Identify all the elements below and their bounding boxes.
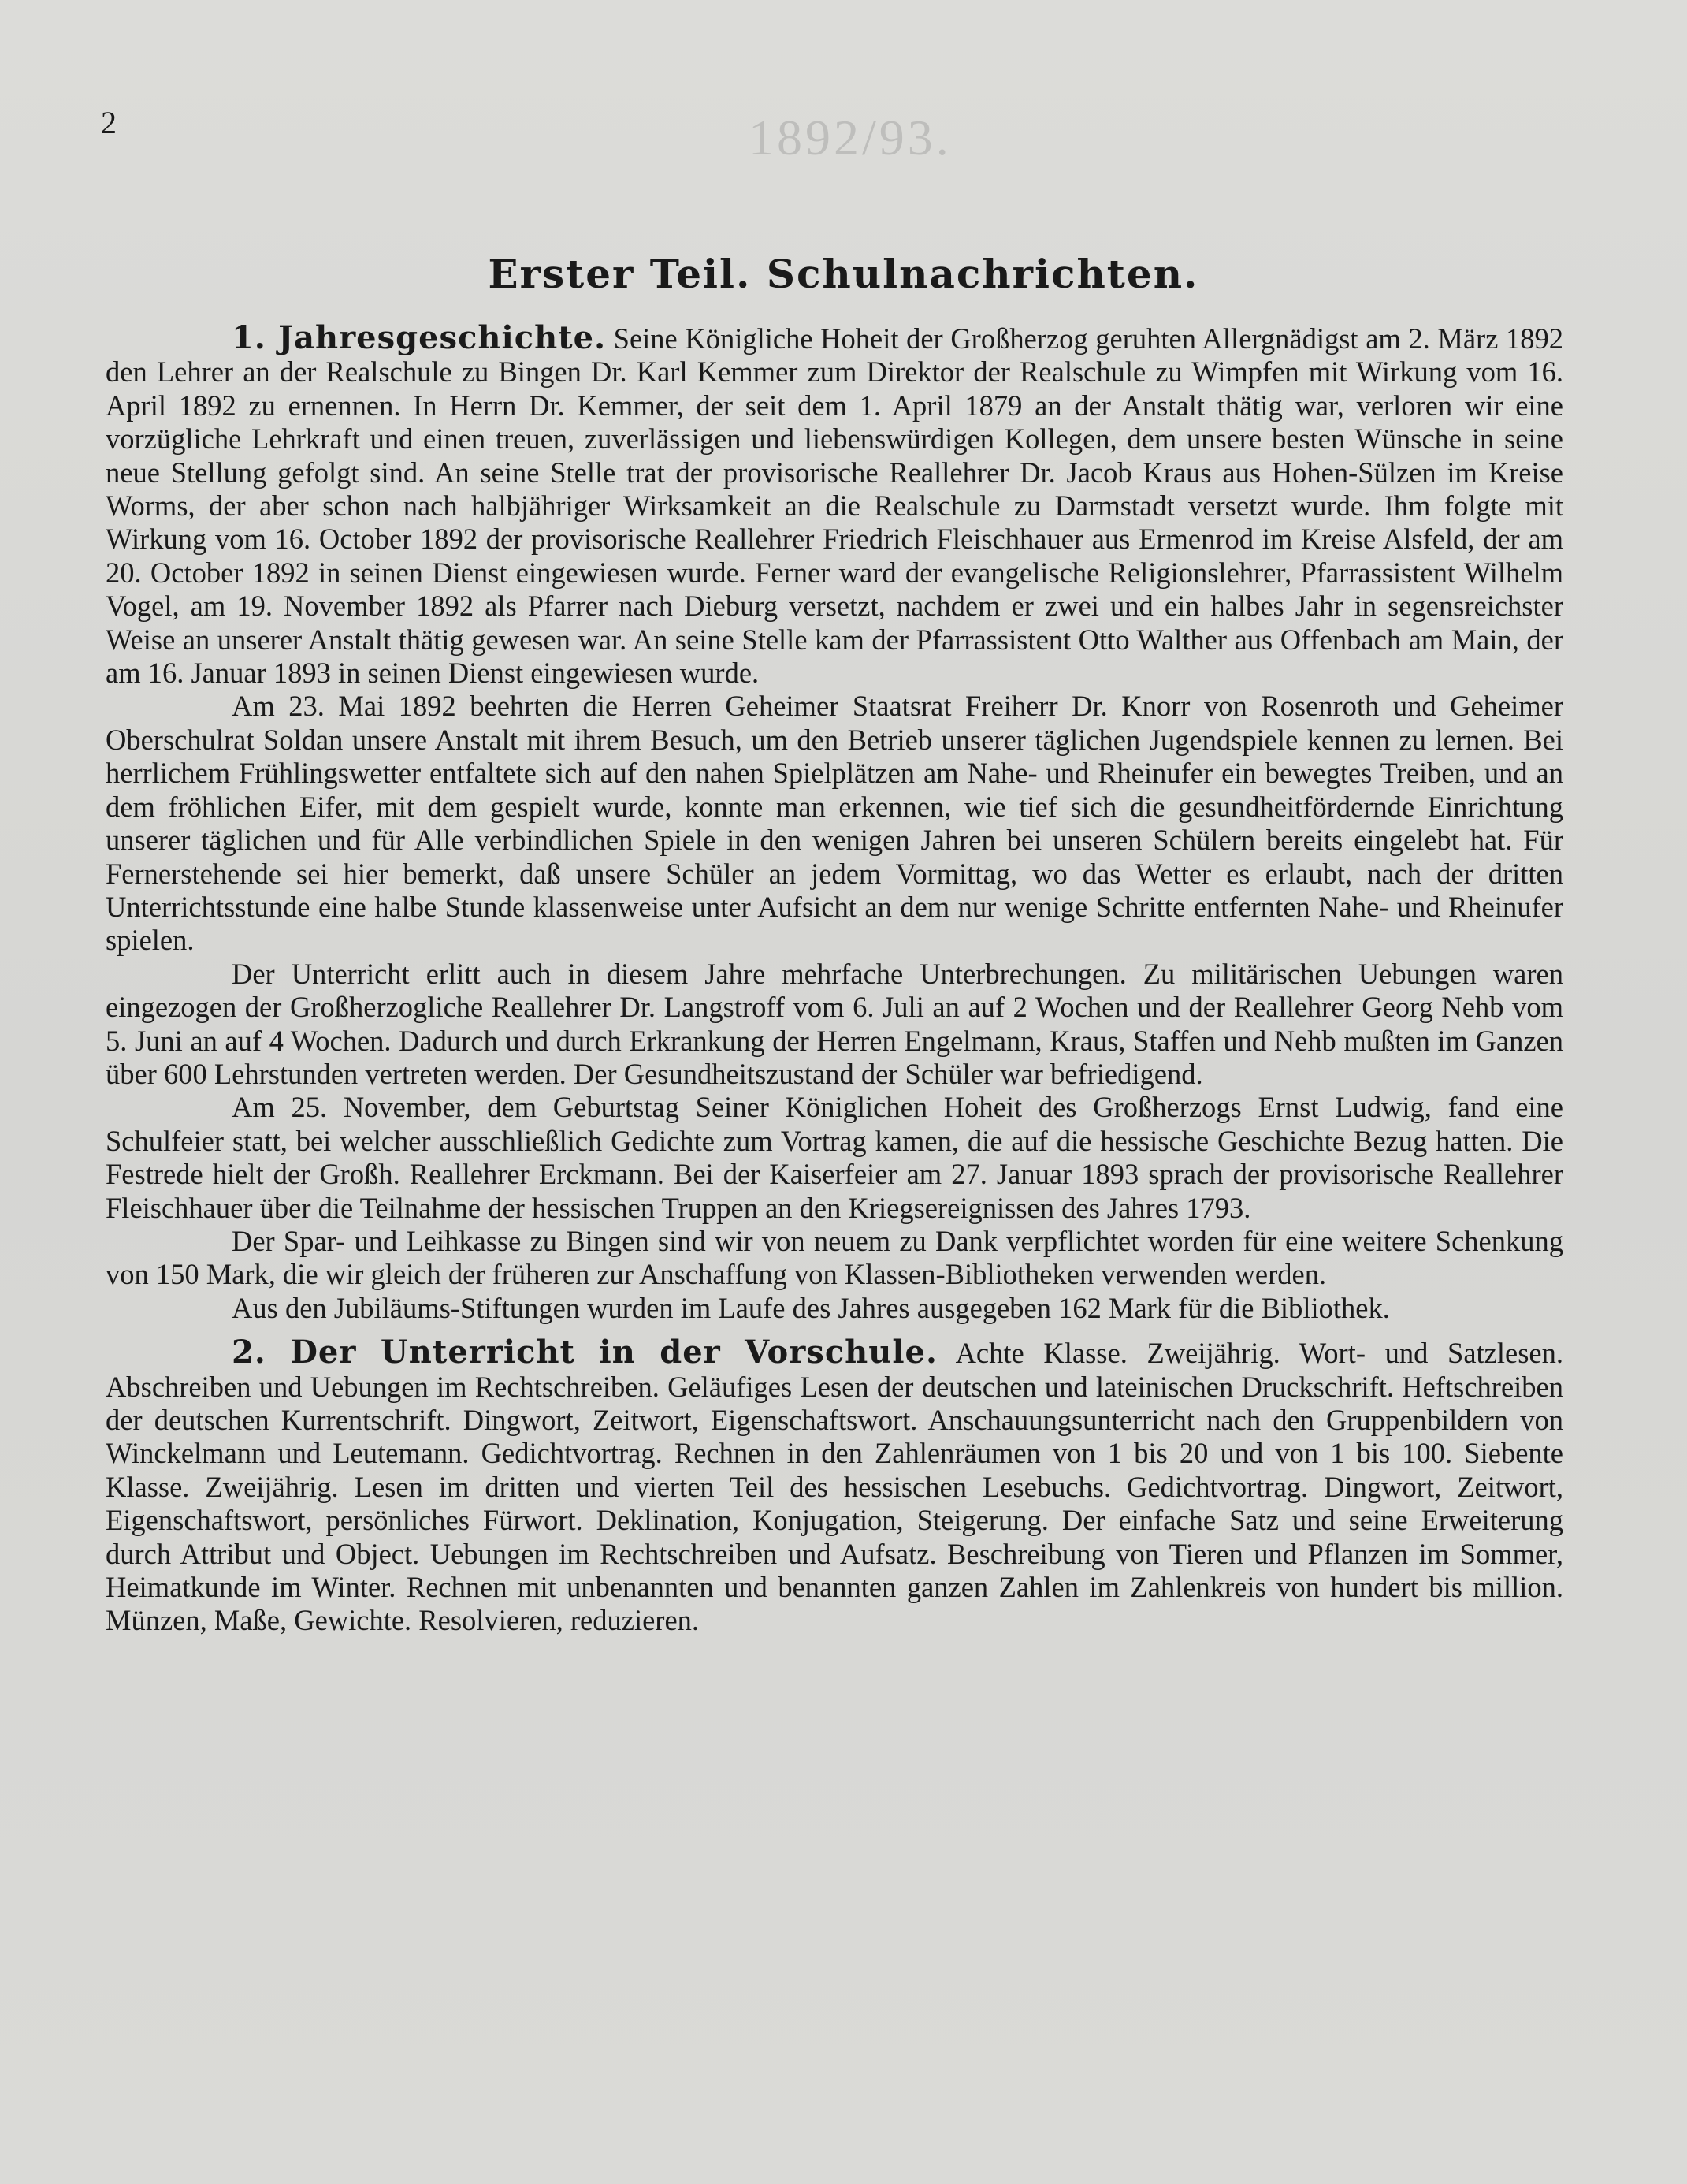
section1-text-1: Seine Königliche Hoheit der Großherzog geruhten Allergnädigst am 2. März 1892 den Lehrer an der Realschule zu Bingen Dr. Karl Kemmer zum Direktor der Realschule zu Wimpfen mit Wirkung vom 16. April 1892 zu ernennen. In Herrn Dr. Kemmer, der seit dem 1. April 1879 an der Anstalt thätig war, verloren wir eine vorzügliche Lehrkraft und einen treuen, zuverlässigen und liebenswürdigen Kollegen, dem unsere besten Wünsche in seine neue Stellung gefolgt sind. An seine Stelle trat der provisorische Reallehrer Dr. Jacob Kraus aus Hohen-Sülzen im Kreise Worms, der aber schon nach halbjähriger Wirksamkeit an die Realschule zu Darmstadt versetzt wurde. Ihm folgte mit Wirkung vom 16. October 1892 der provisorische Reallehrer Friedrich Fleischhauer aus Ermenrod im Kreise Alsfeld, der am 20. October 1892 in seinen Dienst eingewiesen wurde. Ferner ward der evangelische Religionslehrer, Pfarrassistent Wilhelm Vogel, am 19. November 1892 als Pfarrer nach Dieburg versetzt, nachdem er zwei und ein halbes Jahr in segensreichster Weise an unserer Anstalt thätig gewesen war. An seine Stelle kam der Pfarrassistent Otto Walther aus Offenbach am Main, der am 16. Januar 1893 in seinen Dienst eingewiesen wurde.	[106, 322, 1564, 690]
section1-paragraph-5: Der Spar- und Leihkasse zu Bingen sind wir von neuem zu Dank verpflichtet worden für eine weitere Schenkung von 150 Mark, die wir gleich der früheren zur Anschaffung von Klassen-Bibliotheken verwenden werden.	[106, 1224, 1563, 1291]
section1-paragraph-3: Der Unterricht erlitt auch in diesem Jahre mehrfache Unterbrechungen. Zu militärischen Uebungen waren eingezogen der Großherzogliche Reallehrer Dr. Langstroff vom 6. Juli an auf 2 Wochen und der Reallehrer Georg Nehb vom 5. Juni an auf 4 Wochen. Dadurch und durch Erkrankung der Herren Engelmann, Kraus, Staffen und Nehb mußten im Ganzen über 600 Lehrstunden vertreten werden. Der Gesundheitszustand der Schüler war befriedigend.	[106, 957, 1563, 1090]
section2-paragraph	[106, 1336, 1563, 1638]
section1-paragraph-2: Am 23. Mai 1892 beehrten die Herren Geheimer Staatsrat Freiherr Dr. Knorr von Rosenroth und Geheimer Oberschulrat Soldan unsere Anstalt mit ihrem Besuch, um den Betrieb unserer täglichen Jugendspiele kennen zu lernen. Bei herrlichem Frühlingswetter entfaltete sich auf den nahen Spielplätzen am Nahe- und Rheinufer ein bewegtes Treiben, und an dem fröhlichen Eifer, mit dem gespielt wurde, konnte man erkennen, wie tief sich die gesundheitfördernde Einrichtung unserer täglichen und für Alle verbindlichen Spiele in den wenigen Jahren bei unseren Schülern bereits eingelebt hat. Für Fernerstehende sei hier bemerkt, daß unsere Schüler an jedem Vormittag, wo das Wetter es erlaubt, nach der dritten Unterrichtsstunde eine halbe Stunde klassenweise unter Aufsicht an dem nur wenige Schritte entfernten Nahe- und Rheinufer spielen.	[106, 690, 1563, 957]
section2-text: Achte Klasse. Zweijährig. Wort- und Satzlesen. Abschreiben und Uebungen im Rechtschreiben. Geläufiges Lesen der deutschen und lateinischen Druckschrift. Heftschreiben der deutschen Kurrentschrift. Dingwort, Zeitwort, Eigenschaftswort. Anschauungsunterricht nach den Gruppenbildern von Winckelmann und Leutemann. Gedichtvortrag. Rechnen in den Zahlenräumen von 1 bis 20 und von 1 bis 100. Siebente Klasse. Zweijährig. Lesen im dritten und vierten Teil des hessischen Lesebuchs. Gedichtvortrag. Dingwort, Zeitwort, Eigenschaftswort, persönliches Fürwort. Deklination, Konjugation, Steigerung. Der einfache Satz und seine Erweiterung durch Attribut und Object. Uebungen im Rechtschreiben und Aufsatz. Beschreibung von Tieren und Pflanzen im Sommer, Heimatkunde im Winter. Rechnen mit unbenannten und benannten ganzen Zahlen im Zahlenkreis von hundert bis million. Münzen, Maße, Gewichte. Resolvieren, reduzieren.	[106, 1337, 1563, 1637]
section1-paragraph-4: Am 25. November, dem Geburtstag Seiner Königlichen Hoheit des Großherzogs Ernst Ludwig, fand eine Schulfeier statt, bei welcher ausschließlich Gedichte zum Vortrag kamen, die auf die hessische Geschichte Bezug hatten. Die Festrede hielt der Großh. Reallehrer Erckmann. Bei der Kaiserfeier am 27. Januar 1893 sprach der provisorische Reallehrer Fleischhauer über die Teilnahme der hessischen Truppen an den Kriegsereignissen des Jahres 1793.	[106, 1091, 1563, 1224]
section1-paragraph-6: Aus den Jubiläums-Stiftungen wurden im Laufe des Jahres ausgegeben 162 Mark für die Bibliothek.	[232, 1291, 1390, 1324]
section2-title: 2. Der Unterricht in der Vorschule.	[232, 1334, 938, 1371]
document-body	[106, 319, 1564, 1638]
page-heading: Erster Teil. Schulnachrichten.	[488, 251, 1199, 297]
page-number: 2	[101, 105, 117, 140]
section1-paragraph-1	[106, 319, 1564, 690]
section1-title: 1. Jahresgeschichte.	[232, 319, 607, 356]
faint-stamp: 1892/93.	[749, 110, 952, 166]
